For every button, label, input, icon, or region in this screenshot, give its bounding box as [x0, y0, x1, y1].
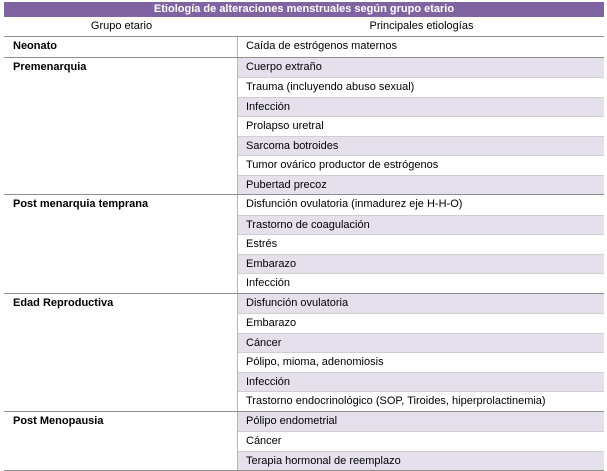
table-body [4, 37, 604, 471]
etiology-item: Disfunción ovulatoria [238, 294, 604, 314]
etiology-item: Pólipo, mioma, adenomiosis [238, 352, 604, 372]
header-etiologies: Principales etiologías [369, 20, 474, 32]
table-title: Etiología de alteraciones menstruales según grupo etario [4, 2, 604, 17]
etiology-item: Infección [238, 97, 604, 117]
etiology-item: Caída de estrógenos maternos [246, 40, 398, 52]
etiology-item: Trauma (incluyendo abuso sexual) [238, 77, 604, 97]
table-row [4, 37, 604, 58]
etiology-item: Cuerpo extraño [238, 58, 604, 78]
etiology-item: Infección [238, 372, 604, 392]
age-group-label: Premenarquia [4, 58, 238, 195]
table-row [4, 412, 604, 471]
etiology-item: Trastorno endocrinológico (SOP, Tiroides, hiperprolactinemia) [238, 391, 604, 411]
table-row [4, 58, 604, 196]
etiology-list [238, 294, 604, 411]
etiology-item: Prolapso uretral [238, 116, 604, 136]
etiology-list [238, 195, 604, 293]
etiology-list [238, 37, 604, 57]
etiology-item: Pubertad precoz [238, 175, 604, 195]
etiology-item: Tumor ovárico productor de estrógenos [238, 155, 604, 175]
age-group-label: Edad Reproductiva [4, 294, 238, 411]
table-header-row [4, 17, 604, 37]
etiology-list [238, 412, 604, 471]
age-group-label: Neonato [4, 37, 238, 57]
etiology-item: Embarazo [238, 313, 604, 333]
etiology-table [4, 2, 604, 471]
etiology-item: Disfunción ovulatoria (inmadurez eje H-H-O) [246, 198, 463, 210]
age-group-label: Post menarquia temprana [4, 195, 238, 293]
etiology-item: Cáncer [238, 431, 604, 451]
etiology-item: Estrés [238, 234, 604, 254]
table-row [4, 294, 604, 412]
etiology-item: Terapia hormonal de reemplazo [238, 451, 604, 471]
age-group-label: Post Menopausia [4, 412, 238, 471]
etiology-item: Sarcoma botroides [238, 136, 604, 156]
header-age-group: Grupo etario [90, 20, 153, 32]
table-row [4, 195, 604, 294]
etiology-item: Cáncer [238, 333, 604, 353]
etiology-item: Trastorno de coagulación [238, 215, 604, 235]
etiology-item: Embarazo [238, 254, 604, 274]
etiology-item: Pólipo endometrial [238, 412, 604, 432]
etiology-list [238, 58, 604, 195]
etiology-item: Infección [238, 273, 604, 293]
